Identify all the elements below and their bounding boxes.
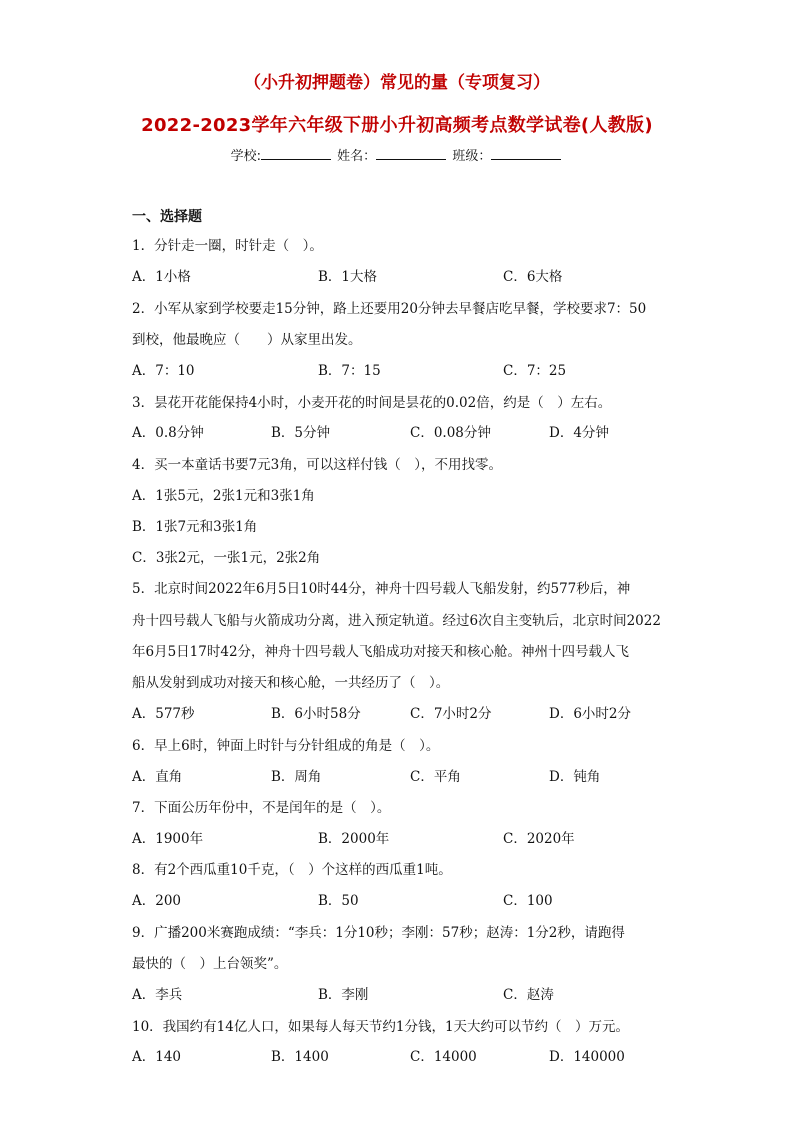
question-3-text: 3．昙花开花能保持4小时，小麦开花的时间是昙花的0.02倍，约是（ ）左右。 [132,395,612,411]
q9-option-b: B．李刚 [318,987,369,1003]
name-blank [376,147,446,160]
question-4-text: 4．买一本童话书要7元3角，可以这样付钱（ ），不用找零。 [132,457,503,473]
q7-option-b: B．2000年 [318,831,390,847]
title-line-2: 2022-2023学年六年级下册小升初高频考点数学试卷(人教版) [141,115,653,136]
class-label: 班级： [452,149,492,164]
question-7-text: 7．下面公历年份中，不是闰年的是（ ）。 [132,800,391,816]
question-10-text: 10．我国约有14亿人口，如果每人每天节约1分钱，1天大约可以节约（ ）万元。 [132,1019,630,1035]
q10-option-d: D．140000 [549,1049,625,1065]
q3-option-a: A．0.8分钟 [132,425,204,441]
q5-option-d: D．6小时2分 [549,706,632,722]
question-5-text: 5．北京时间2022年6月5日10时44分，神舟十四号载人飞船发射，约577秒后，神 [132,581,631,597]
school-blank [261,147,331,160]
q8-option-b: B．50 [318,893,359,909]
q1-option-b: B．1大格 [318,269,378,285]
title-line-1: （小升初押题卷）常见的量（专项复习） [244,73,550,93]
q2-option-b: B．7：15 [318,363,381,379]
question-9-text-cont: 最快的（ ）上台领奖”。 [132,956,288,972]
question-5-text-cont-3: 船从发射到成功对接天和核心舱，一共经历了（ ）。 [132,675,450,691]
q8-option-c: C．100 [503,893,553,909]
question-6-text: 6．早上6时，钟面上时针与分针组成的角是（ ）。 [132,738,440,754]
q1-option-a: A．1小格 [132,269,191,285]
school-label: 学校: [230,149,262,164]
q5-option-b: B．6小时58分 [271,706,361,722]
q8-option-a: A．200 [132,893,182,909]
q4-option-c: C．3张2元，一张1元，2张2角 [132,550,321,566]
q6-option-c: C．平角 [410,769,461,785]
name-label: 姓名： [337,149,377,164]
question-9-text: 9．广播200米赛跑成绩：“李兵：1分10秒；李刚：57秒；赵涛：1分2秒，请跑得 [132,925,625,941]
question-1-text: 1．分针走一圈，时针走（ ）。 [132,238,323,254]
section-title: 一、选择题 [132,209,202,225]
q7-option-c: C．2020年 [503,831,575,847]
q5-option-c: C．7小时2分 [410,706,492,722]
q3-option-d: D．4分钟 [549,425,609,441]
student-info-row [0,145,794,164]
q9-option-c: C．赵涛 [503,987,554,1003]
class-blank [491,147,561,160]
q6-option-b: B．周角 [271,769,322,785]
q3-option-b: B．5分钟 [271,425,331,441]
q1-option-c: C．6大格 [503,269,563,285]
q2-option-c: C．7：25 [503,363,567,379]
q9-option-a: A．李兵 [132,987,183,1003]
question-2-text-cont: 到校，他最晚应（ ）从家里出发。 [132,332,362,348]
question-8-text: 8．有2个西瓜重10千克，（ ）个这样的西瓜重1吨。 [132,862,452,878]
q7-option-a: A．1900年 [132,831,204,847]
q6-option-a: A．直角 [132,769,183,785]
q4-option-b: B．1张7元和3张1角 [132,519,258,535]
question-2-text: 2．小军从家到学校要走15分钟，路上还要用20分钟去早餐店吃早餐，学校要求7：50 [132,301,647,317]
q4-option-a: A．1张5元，2张1元和3张1角 [132,488,315,504]
q2-option-a: A．7：10 [132,363,195,379]
q6-option-d: D．钝角 [549,769,601,785]
q3-option-c: C．0.08分钟 [410,425,491,441]
q10-option-c: C．14000 [410,1049,477,1065]
question-5-text-cont-2: 年6月5日17时42分，神舟十四号载人飞船成功对接天和核心舱。神州十四号载人飞 [132,644,630,660]
q10-option-b: B．1400 [271,1049,329,1065]
q5-option-a: A．577秒 [132,706,195,722]
q10-option-a: A．140 [132,1049,182,1065]
question-5-text-cont-1: 舟十四号载人飞船与火箭成功分离，进入预定轨道。经过6次自主变轨后，北京时间2022 [132,613,661,629]
